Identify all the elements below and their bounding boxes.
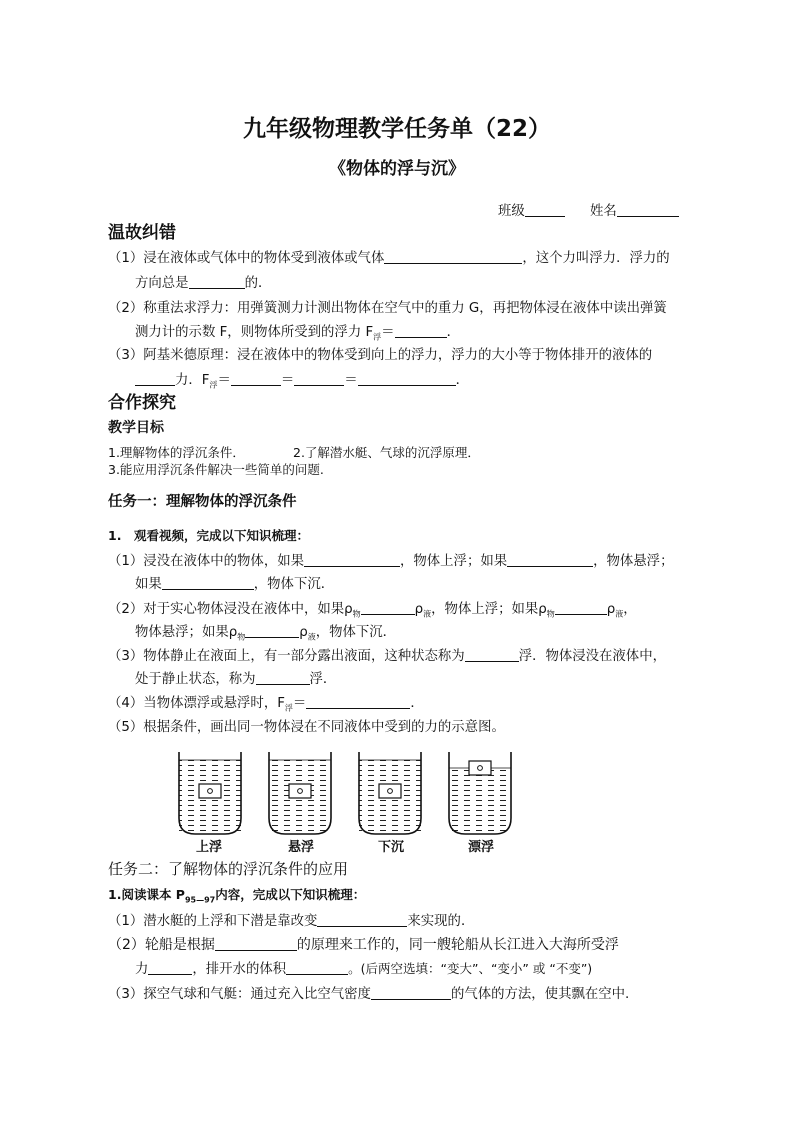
blank[interactable] bbox=[148, 960, 192, 975]
review-q3-line2: 力．$F_浮=$ ＝ ＝ ． bbox=[135, 369, 469, 391]
review-heading: 温故纠错 bbox=[108, 223, 176, 243]
task1-l4: （4）当物体漂浮或悬浮时，$F_浮=$ ． bbox=[108, 696, 424, 713]
caption-sinking: 下沉 bbox=[378, 840, 405, 855]
goals-heading: 教学目标 bbox=[108, 420, 164, 436]
goal-3: 3.能应用浮沉条件解决一些简单的问题. bbox=[108, 462, 324, 477]
explore-heading: 合作探究 bbox=[108, 393, 176, 413]
class-label: 班级 bbox=[498, 204, 525, 219]
blank[interactable] bbox=[245, 623, 299, 638]
task1-l3-line2: 处于静止状态，称为 浮． bbox=[135, 672, 337, 687]
task1-l2-line2: 物体悬浮；如果$\rho_物$ $\rho_液$，物体下沉． bbox=[135, 625, 397, 642]
review-q1-line1: （1）浸在液体或气体中的物体受到液体或气体 ，这个力叫浮力．浮力的 bbox=[108, 251, 670, 266]
review-q3-line1: （3）阿基米德原理：浸在液体中的物体受到向上的浮力，浮力的大小等于物体排开的液体的 bbox=[108, 348, 653, 363]
review-q1-line2: 方向总是 的． bbox=[135, 276, 272, 291]
blank[interactable] bbox=[358, 371, 456, 386]
blank[interactable] bbox=[395, 323, 447, 338]
blank[interactable] bbox=[507, 552, 593, 567]
blank[interactable] bbox=[465, 647, 519, 662]
blank[interactable] bbox=[306, 694, 410, 709]
task1-l5: （5）根据条件，画出同一物体浸在不同液体中受到的力的示意图。 bbox=[108, 720, 505, 735]
beaker-floating bbox=[449, 752, 511, 834]
goal-2: 2.了解潜水艇、气球的沉浮原理． bbox=[293, 445, 480, 460]
class-blank[interactable] bbox=[525, 202, 565, 217]
review-q2-line2: 测力计的示数 F，则物体所受到的浮力 $F_浮=$ ． bbox=[135, 325, 460, 342]
review-q2-line1: （2）称重法求浮力：用弹簧测力计测出物体在空气中的重力 G，再把物体浸在液体中读出弹簧 bbox=[108, 301, 667, 316]
task2-intro: 1.阅读课本 $P_{95—97}$内容，完成以下知识梳理： bbox=[108, 887, 366, 905]
task2-l3: （3）探空气球和气艇：通过充入比空气密度 的气体的方法，使其飘在空中. bbox=[108, 987, 630, 1002]
name-field[interactable] bbox=[590, 200, 679, 219]
task2-heading: 任务二：了解物体的浮沉条件的应用 bbox=[108, 860, 349, 878]
blank[interactable] bbox=[286, 960, 348, 975]
caption-rising: 上浮 bbox=[196, 840, 223, 855]
blank[interactable] bbox=[384, 249, 522, 264]
beaker-sinking bbox=[359, 752, 421, 834]
beaker-suspended bbox=[269, 752, 331, 834]
task1-l3-line1: （3）物体静止在液面上，有一部分露出液面，这种状态称为 浮．物体浸没在液体中， bbox=[108, 649, 666, 664]
blank[interactable] bbox=[256, 670, 310, 685]
blank[interactable] bbox=[317, 912, 407, 927]
class-field[interactable] bbox=[498, 200, 565, 219]
blank[interactable] bbox=[135, 371, 175, 386]
task2-l2-line2: 力 ，排开水的体积 。(后两空选填：“变大”、“变小” 或 “不变”) bbox=[135, 961, 593, 977]
caption-suspended: 悬浮 bbox=[288, 840, 315, 855]
task1-intro: 1. 观看视频，完成以下知识梳理： bbox=[108, 528, 309, 543]
task2-l1: （1）潜水艇的上浮和下潜是靠改变 来实现的． bbox=[108, 914, 475, 929]
blank[interactable] bbox=[555, 600, 607, 615]
blank[interactable] bbox=[361, 600, 415, 615]
page-subtitle: 《物体的浮与沉》 bbox=[329, 159, 465, 179]
name-label: 姓名 bbox=[590, 204, 617, 219]
beaker-rising bbox=[179, 752, 241, 834]
blank[interactable] bbox=[162, 575, 254, 590]
task1-heading: 任务一：理解物体的浮沉条件 bbox=[108, 494, 297, 510]
task1-l2-line1: （2）对于实心物体浸没在液体中，如果$\rho_物$ $\rho_液$，物体上浮；如果$\rho_物$ $\rho_液$， bbox=[108, 602, 637, 619]
blank[interactable] bbox=[215, 936, 297, 951]
task2-l2-line1: （2）轮船是根据 的原理来工作的，同一艘轮船从长江进入大海所受浮 bbox=[108, 937, 619, 953]
blank[interactable] bbox=[231, 371, 281, 386]
task1-l1-line1: （1）浸没在液体中的物体，如果 ，物体上浮；如果 ，物体悬浮； bbox=[108, 554, 674, 569]
blank[interactable] bbox=[371, 985, 451, 1000]
caption-floating: 漂浮 bbox=[468, 840, 495, 855]
task1-l1-line2: 如果 ，物体下沉． bbox=[135, 577, 335, 592]
blank[interactable] bbox=[304, 552, 400, 567]
page-title: 九年级物理教学任务单（22） bbox=[242, 116, 551, 142]
goal-1: 1.理解物体的浮沉条件． bbox=[108, 445, 245, 460]
blank[interactable] bbox=[294, 371, 344, 386]
blank[interactable] bbox=[189, 274, 245, 289]
name-blank[interactable] bbox=[617, 202, 679, 217]
